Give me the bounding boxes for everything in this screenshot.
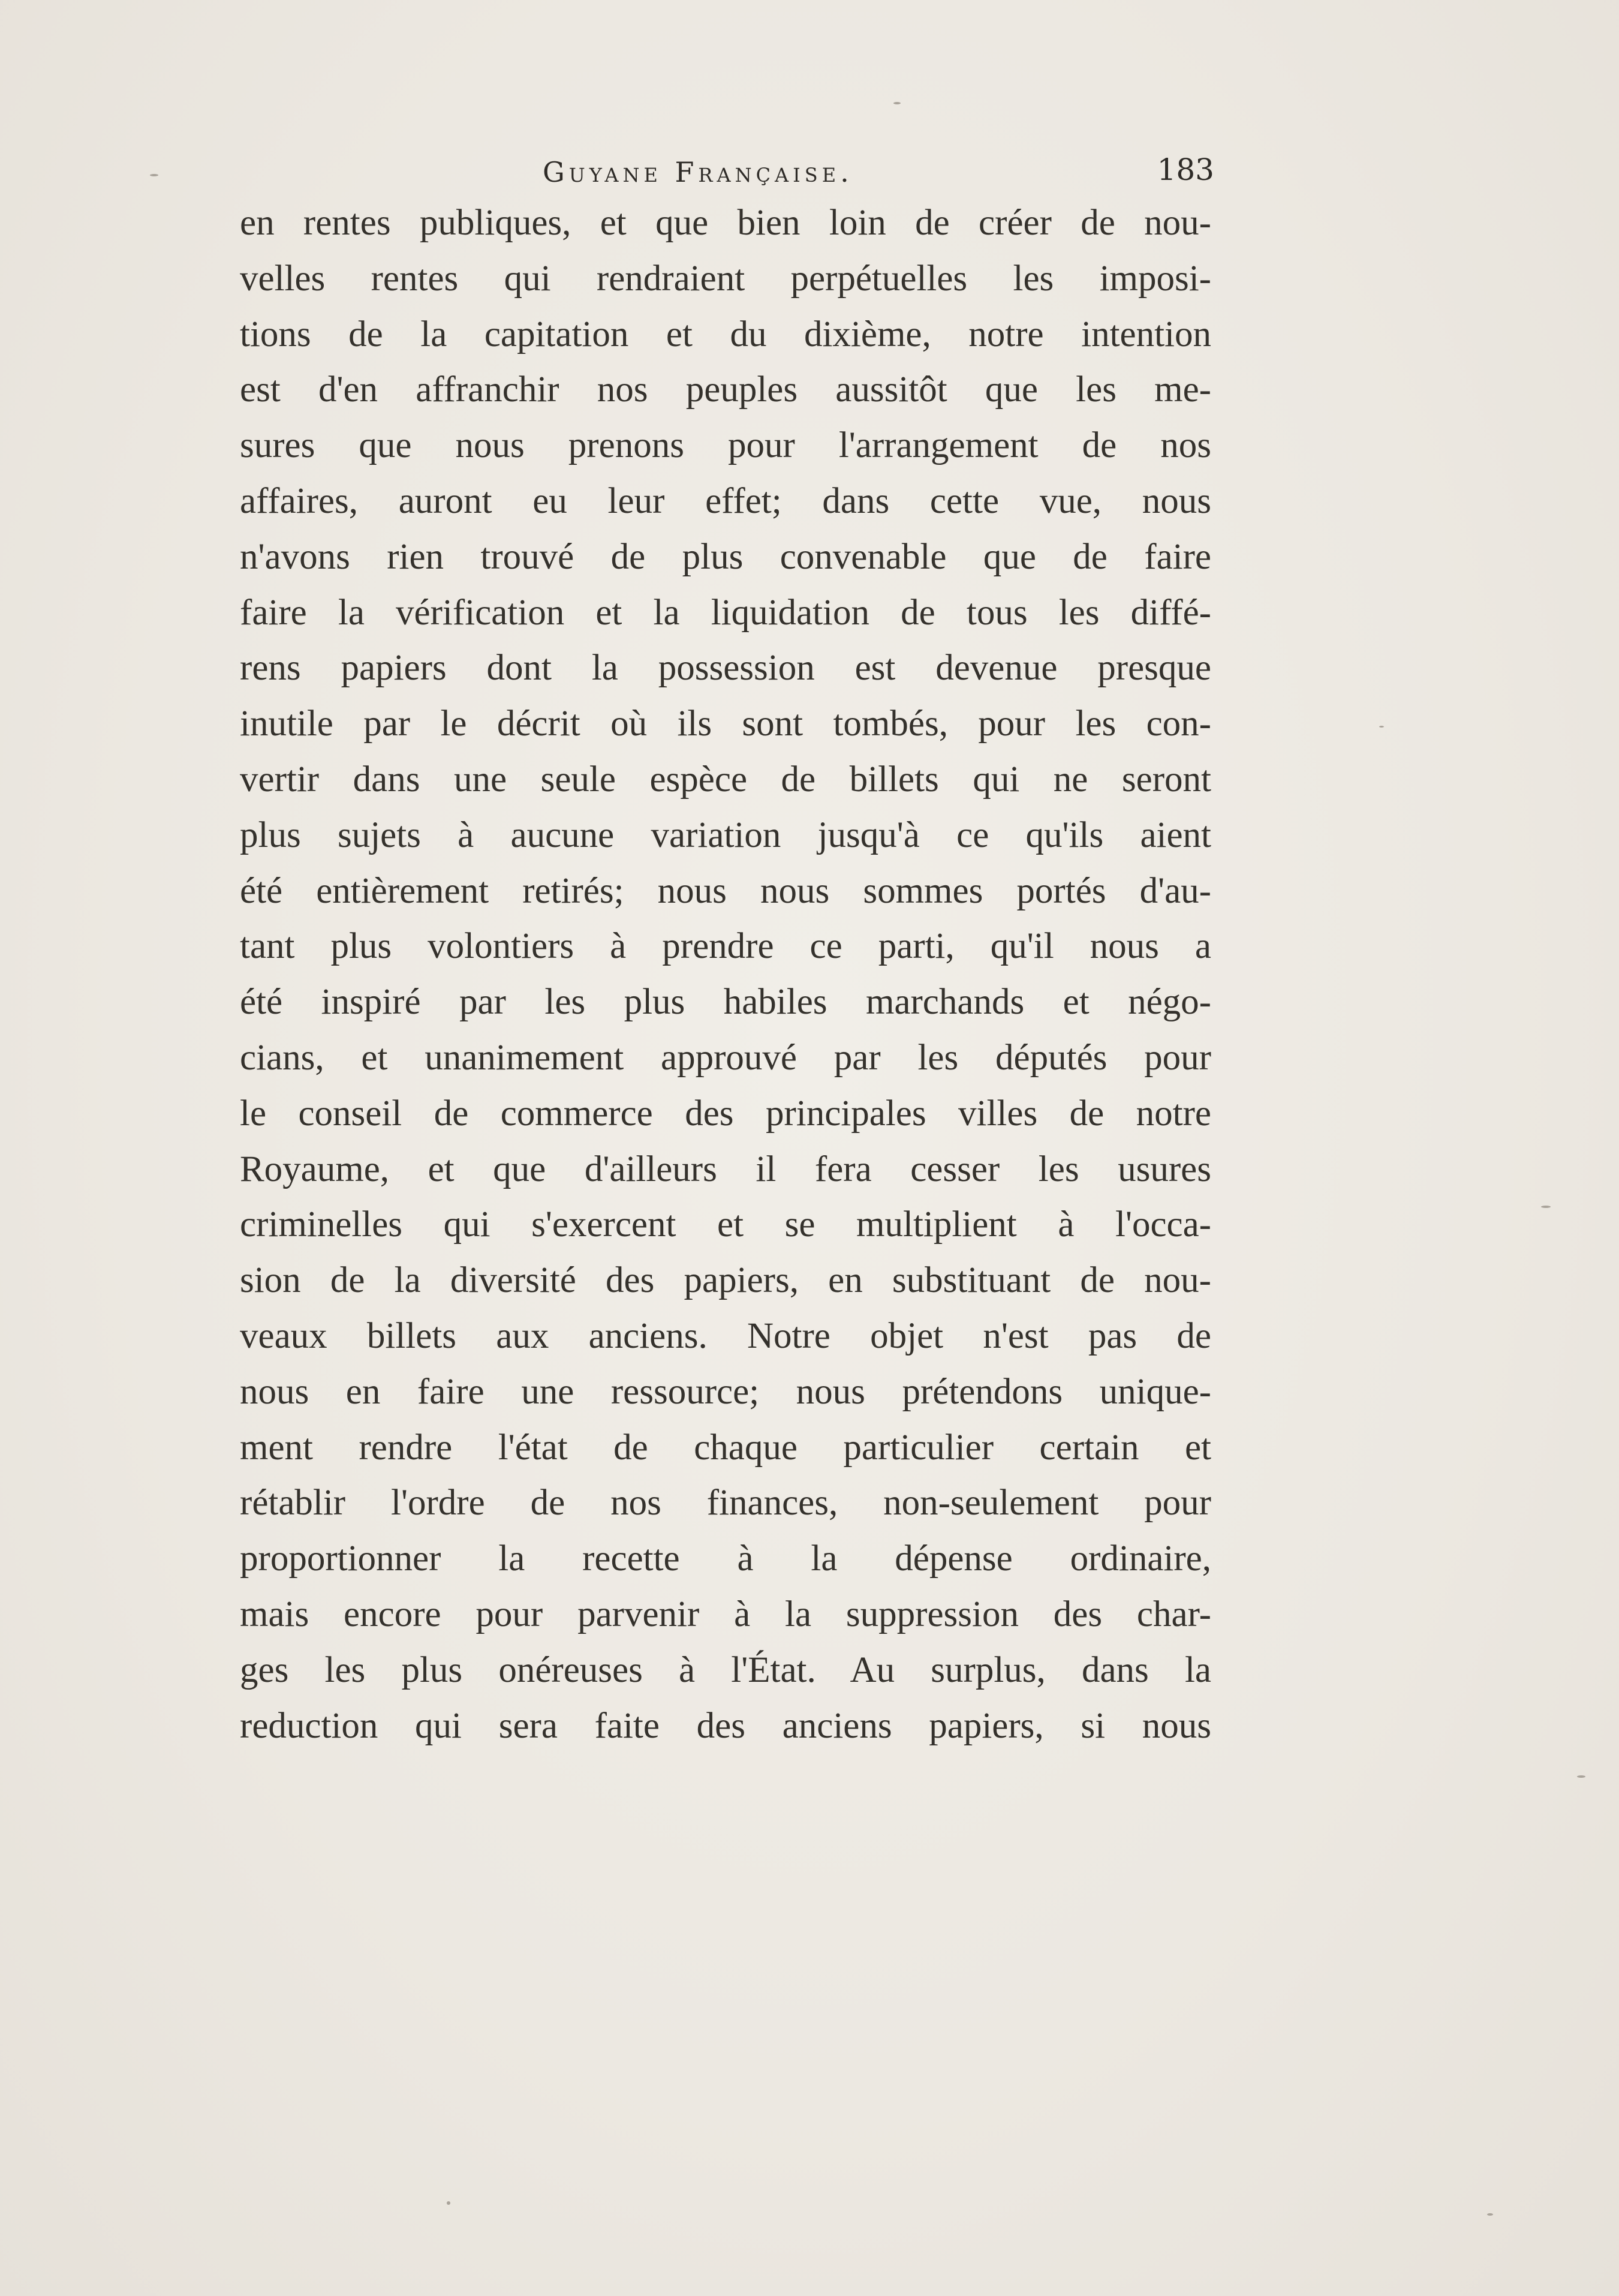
text-line: le conseil de commerce des principales villes de notre	[240, 1093, 1211, 1134]
text-line: ment rendre l'état de chaque particulier certain et	[240, 1427, 1211, 1468]
text-line: rens papiers dont la possession est devenue presque	[240, 648, 1211, 689]
text-line: ges les plus onéreuses à l'État. Au surplus, dans la	[240, 1649, 1211, 1690]
text-line: tant plus volontiers à prendre ce parti, qu'il nous a	[240, 926, 1211, 967]
text-line: sion de la diversité des papiers, en substituant de nou-	[240, 1260, 1211, 1301]
paper-speck	[893, 102, 901, 104]
paper-speck	[1379, 726, 1384, 728]
text-line: rétablir l'ordre de nos finances, non-seulement pour	[240, 1483, 1211, 1523]
paper-speck	[447, 2201, 450, 2205]
paper-speck	[1487, 2213, 1493, 2216]
text-line: sures que nous prenons pour l'arrangement de nos	[240, 425, 1211, 466]
text-line: reduction qui sera faite des anciens papiers, si nous	[240, 1705, 1211, 1746]
running-title: Guyane Française.	[543, 156, 853, 188]
page-header	[543, 150, 1214, 198]
page-number: 183	[1157, 152, 1214, 187]
text-line: nous en faire une ressource; nous prétendons unique-	[240, 1371, 1211, 1412]
text-line: cians, et unanimement approuvé par les députés pour	[240, 1037, 1211, 1078]
paper-speck	[1541, 1206, 1551, 1208]
text-line: été entièrement retirés; nous nous sommes portés d'au-	[240, 870, 1211, 911]
body-text	[240, 196, 1211, 1754]
text-line: inutile par le décrit où ils sont tombés, pour les con-	[240, 704, 1211, 744]
text-line: proportionner la recette à la dépense ordinaire,	[240, 1538, 1211, 1579]
text-line: veaux billets aux anciens. Notre objet n'est pas de	[240, 1315, 1211, 1356]
paper-speck	[150, 174, 158, 176]
text-line: vertir dans une seule espèce de billets qui ne seront	[240, 759, 1211, 800]
text-line: n'avons rien trouvé de plus convenable que de faire	[240, 536, 1211, 577]
text-line: tions de la capitation et du dixième, notre intention	[240, 314, 1211, 354]
text-line: velles rentes qui rendraient perpétuelles les imposi-	[240, 258, 1211, 299]
text-line: mais encore pour parvenir à la suppression des char-	[240, 1594, 1211, 1634]
text-line: criminelles qui s'exercent et se multiplient à l'occa-	[240, 1204, 1211, 1245]
text-line: Royaume, et que d'ailleurs il fera cesser les usures	[240, 1149, 1211, 1189]
text-line: affaires, auront eu leur effet; dans cette vue, nous	[240, 480, 1211, 521]
text-line: été inspiré par les plus habiles marchands et négo-	[240, 982, 1211, 1023]
text-line: en rentes publiques, et que bien loin de créer de nou-	[240, 203, 1211, 243]
text-line: est d'en affranchir nos peuples aussitôt que les me-	[240, 369, 1211, 410]
text-line: faire la vérification et la liquidation de tous les diffé-	[240, 592, 1211, 633]
text-line: plus sujets à aucune variation jusqu'à ce qu'ils aient	[240, 815, 1211, 855]
paper-speck	[1577, 1775, 1585, 1778]
